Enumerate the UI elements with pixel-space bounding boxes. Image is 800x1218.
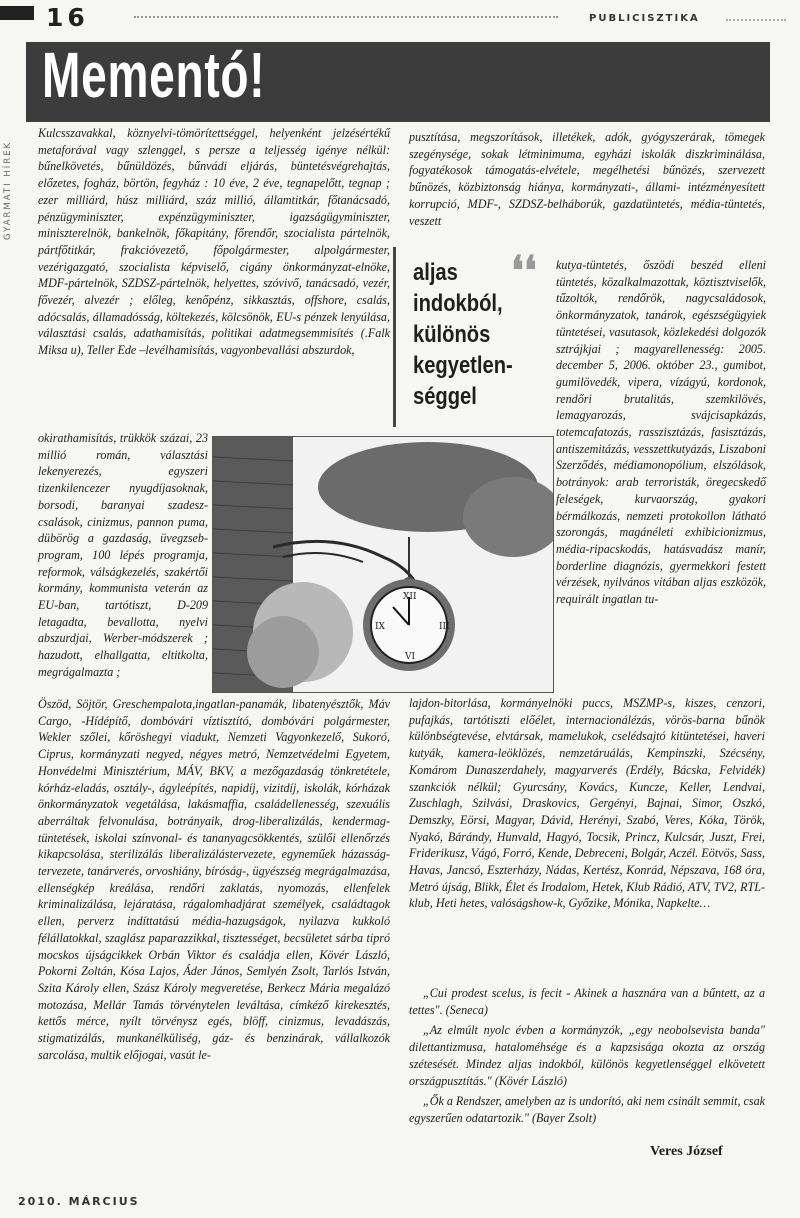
- article-title: Mementó!: [42, 39, 266, 111]
- page-number: 16: [46, 3, 89, 32]
- header-divider: [134, 16, 558, 18]
- body-text: okirathamisítás, trükkök százai, 23 millió román, választási lekenyerezés, egyszeri tizenkilencezer nyugdíjasoknak, borsodi, baranyai szadesz-csalások, cinizmus, pannon puma, dübörög a gazdaság, üvegzseb-program, 100 lépés programja, reformok, válságkezelés, szakértői kormány, kommunista veterán az EU-ban, tartótiszt, D-209 letagadta, bevallotta, nyelvi abszurdjai, Werber-módszerek ; hazudott, elhallgatta, eltitkolta, megrágalmazta ;: [38, 431, 208, 679]
- header-bar: [0, 6, 34, 20]
- pocket-watch-photo: [212, 436, 554, 693]
- body-text: Kulcsszavakkal, köznyelvi-tömörítettséggel, helyenként jelzésértékű metaforával vagy szlenggel, s persze a teljesség igénye nélkül: bűnelkövetés, bűnüldözés, bűnvádi eljárás, büntetésvégrehajtás, előzetes, fogház, börtön, fegyház : 10 éve, 2 éve, tegnapelőtt, tegnap ; ezer milliárd, húsz milliárd, száz millió, államtitkár, főtanácsadó, pénzügyminiszter, expénzügyminiszter, igazságügyminiszter, miniszterelnök, bankelnök, főkapitány, főrendőr, szocialista pártelnök, pártfőtitkár, frakcióvezető, főpolgármester, alpolgármester, vezérigazgató, szocialista képviselő, cigány önkormányzat-elnöke, MDF-pártelnök, SZDSZ-pártelnök, helyettes, szóvivő, tanácsadó, vezér, fővezér, alvezér ; előleg, kenőpénz, sikkasztás, offshore, csalás, adócsalás, államadósság, költekezés, kölcsönök, EU-s pénzek lenyúlása, választási csalás, adathamisítás, politikai adatmegsemmisítés (.Falk Miksa u), Teller Ede –levélhamisítás, vagyonbevallási abszurdok,: [38, 126, 390, 358]
- side-label: GYARMATI HÍREK: [3, 140, 13, 240]
- header-divider-right: [726, 19, 786, 21]
- photo-illustration: [213, 437, 553, 692]
- author-name: Veres József: [650, 1144, 723, 1159]
- pull-quote-box: [393, 247, 556, 427]
- quote-kover: „Az elmúlt nyolc évben a kormányzók, „egy neobolsevista banda" dilettantizmusa, hataloméhsége és a kapzsisága okozta az ország szétesését. Mindez aljas indokból, különös kegyetlenséggel elkövetett országpusztítás." (Kövér László): [409, 1023, 765, 1088]
- body-column-left-narrow: [38, 430, 208, 681]
- svg-text:XII: XII: [403, 592, 417, 602]
- quote-mark-icon: ❛❛: [511, 247, 537, 294]
- body-column-right-wide: [409, 695, 765, 912]
- body-column-left-wide: [38, 696, 390, 1063]
- body-text: pusztítása, megszorítások, illetékek, adók, gyógyszerárak, tömegek szegénysége, sokak létminimuma, egyházi iskolák diszkriminálása, fogyatékosok támogatás-elvétele, megélhetési bűnözés, szervezett bűnözés, közbiztonság hiánya, kormányzati-, állami- intézményesített korrupció, MDF-, SZDSZ-belháborúk, gazdatüntetés, média-tüntetés, veszett: [409, 130, 765, 228]
- body-text: lajdon-bitorlása, kormányelnöki puccs, MSZMP-s, kiszes, cenzori, pufajkás, tartótiszti előélet, internacionálézás, vörös-barna bűnök különbségtevése, elvtársak, mamelukok, cselédsajtó kitüntetései, haveri kutyák, kamera-leöklözés, nemzetáruálás, Kempinszki, Szécsény, Komárom Dunaszerdahely, magyarverés (Erdély, Bácska, Felvidék) szankciók nélkül; Gyurcsány, Kovács, Kuncze, Keller, Lendvai, Zuschlagh, Szilvási, Draskovics, Gergényi, Bajnai, Simor, Oszkó, Demszky, Eörsi, Magyar, Dávid, Herényi, Szabó, Veres, Kóka, Török, Nyakó, Bárándy, Hunvald, Hagyó, Tocsik, Princz, Kulcsár, Juszt, Frei, Friderikusz, Vágó, Forró, Kende, Debreceni, Bolgár, Aczél. Eötvös, Sass, Havas, Jancsó, Eszterházy, Nádas, Kertész, Konrád, Népszava, 168 óra, Metró újság, Blikk, Élet és Irodalom, Hetek, Klub Rádió, ATV, TV2, RTL-klub, Heti hetes, valóságshow-k, Győzike, Mónika, Napkelte…: [409, 696, 765, 911]
- quote-seneca: „Cui prodest scelus, is fecit - Akinek a hasznára van a bűntett, az a tettes". (Seneca): [409, 986, 765, 1017]
- body-text: Öszöd, Söjtör, Greschempalota,ingatlan-panamák, libatenyésztők, Máv Cargo, -Hídépítő, dombóvári víztisztító, dombóvári polgármester, Wekler szőlei, kőröshegyi viadukt, Nemzeti Vagyonkezelő, Sukoró, Ciprus, kormányzati negyed, négyes metró, Nemzetvédelmi Egyetem, Honvédelmi Minisztérium, MÁV, BKV, a mezőgazdaság tönkretétele, kórház-eladás, osztály-, ágyleépítés, napidíj, vizitdíj, iskolák, kórházak önkormányzatok vegetálása, lakásmaffia, családellenesség, szexuális aberráltak felvonulása, botrányaik, drog-liberalizálás, kendermag-tüntetések, iskolai színvonal- és tananyagcsökkentés, szülői ellenőrzés kikapcsolása, sterilizálás liberalizálástervezete, egyneműek házasság-tervezete, tanárverés, orvoshiány, bíróság-, ügyészség megrágalmazása, ellenségkép kreálása, rendőri zaklatás, nyomozás, ellenfelek kriminalizálása, lejáratása, rágalomhadjárat személyek, családtagok ellen, perverz indíttatású média-hazugságok, nyilazva kukkoló félállatokkal, szaglász paparazzikkal, tisztességet, becsületet sárba tipró mocskos újságcikkek Orbán Viktor és családja ellen, Kövér László, Pokorni Zoltán, Kósa Lajos, Áder János, Semlyén Zsolt, Tarlós István, Szita Károly ellen, Szász Károly megveretése, Berkecz Mária megalázó motozása, Mellár Tamás törvénytelen leváltása, címkéző kirekesztés, kettős mérce, nyílt törvénysz egés, blöff, cinizmus, levadászás, stigmatizálás, munkanélküliség, gáz- és benzinárak, vállalkozók sarcolása, multik előjogai, vasút le-: [38, 697, 390, 1062]
- footer-issue-date: 2010. MÁRCIUS: [18, 1195, 140, 1208]
- svg-text:VI: VI: [405, 652, 416, 662]
- svg-text:IX: IX: [375, 622, 385, 632]
- pull-quote-text: aljas indokból, különös kegyetlen-séggel: [413, 259, 513, 410]
- quotes-block: [409, 985, 765, 1131]
- body-column-right-top: [409, 129, 765, 229]
- quote-bayer: „Ők a Rendszer, amelyben az is undorító, aki nem csinált semmit, csak egyszerűen odatartozik." (Bayer Zsolt): [409, 1094, 765, 1125]
- body-column-right-narrow: [556, 257, 766, 608]
- svg-text:III: III: [439, 622, 450, 632]
- section-label: PUBLICISZTIKA: [589, 13, 700, 24]
- body-column-left-top: [38, 125, 390, 359]
- body-text: kutya-tüntetés, őszödi beszéd elleni tüntetés, közalkalmazottak, köztisztviselők, tűzoltók, rendőrök, nagycsaládosok, önkormányzatok, tanárok, egészségügyiek tüntetései, vasutasok, közlekedési dolgozók sztrájkjai ; magyarellenesség: 2005. december 5, 2006. október 23., gumibot, gumilövedék, vipera, vízágyú, kordonok, rendőri brutalitás, szemkilövés, lemagyarozás, svájcisapkázás, totemcafatozás, rasszisztázás, fasisztázás, antiszemitázás, vesszettkutyázás, Liszaboni Szerződés, médiamonopólium, elszólások, botrányok: arab terroristák, öregecskedő feleségek, kurvaország, gyakori bérmálkozás, nemzeti protokollon látható szorongás, magánéleti exhibicionizmus, média-ripacskodás, hatásvadász manír, borderline diagnózis, gyermekkori festett vérzések, nyilvános vitában aljas eszközök, requirált ingatlan tu-: [556, 258, 766, 607]
